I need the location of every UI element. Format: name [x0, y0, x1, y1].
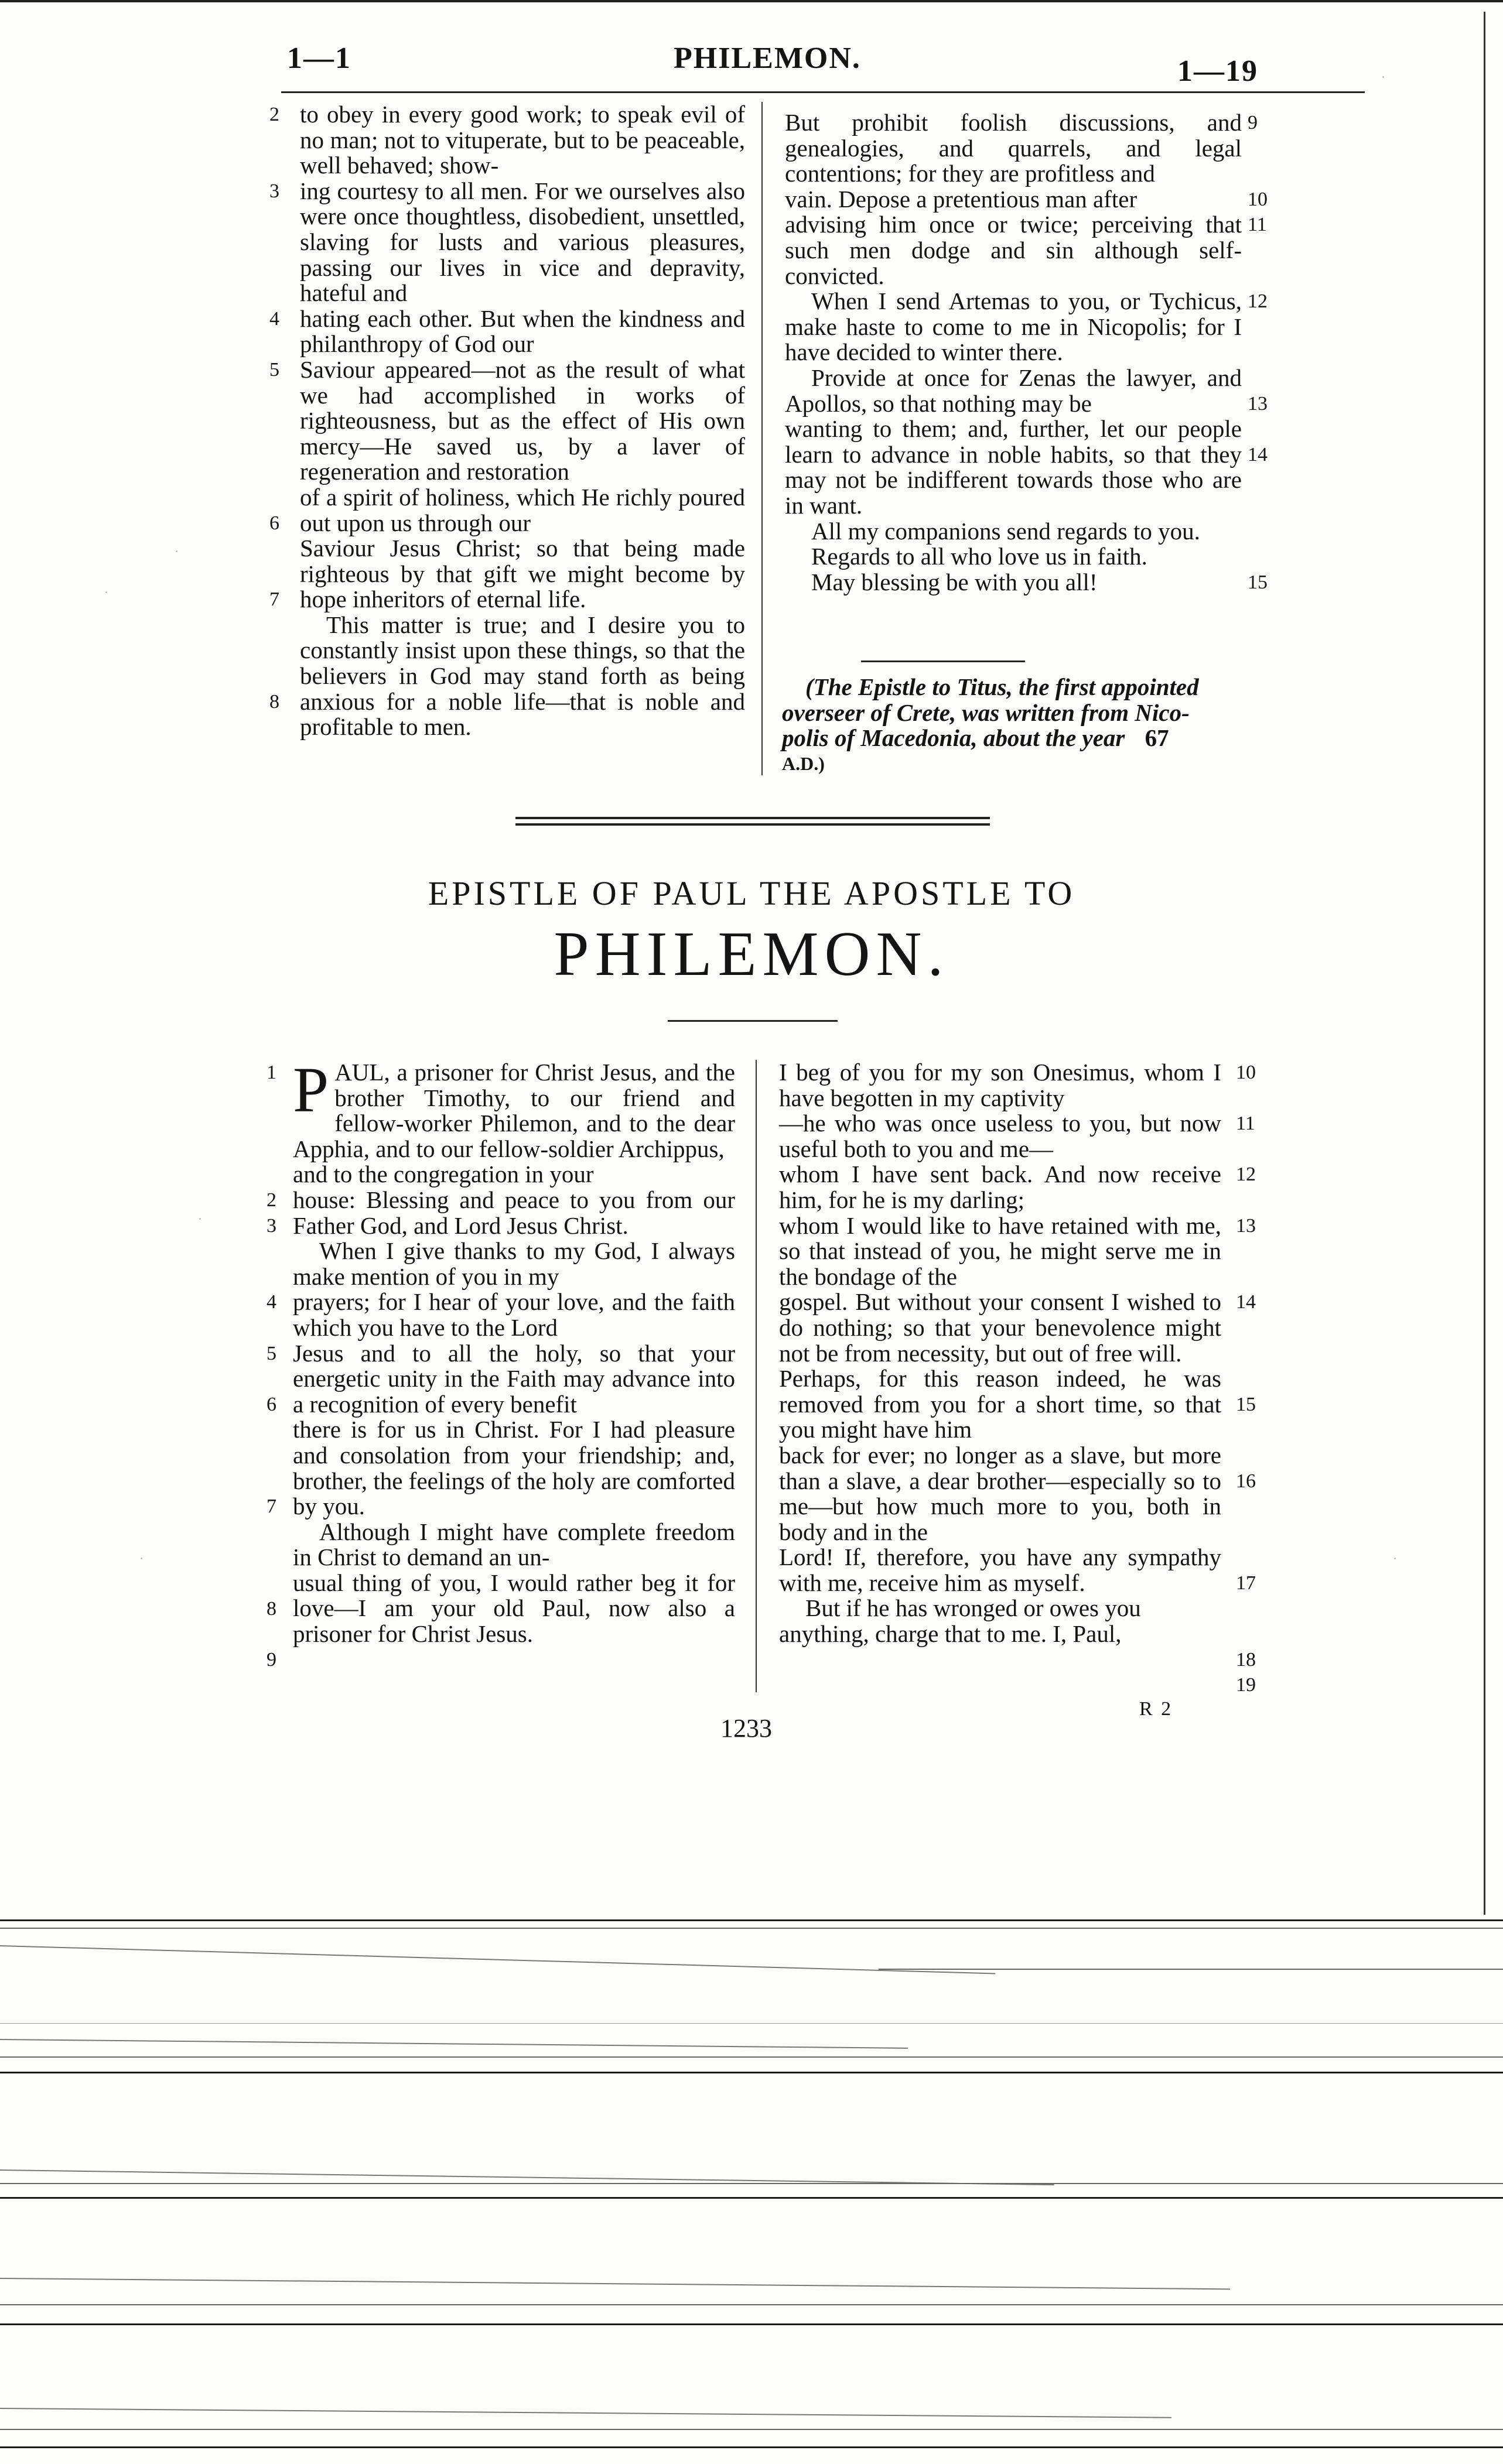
philemon-left-verse-3 [293, 1187, 735, 1238]
philemon-right-verse-numbers [1236, 1060, 1277, 1704]
titus-left-verse-2 [300, 102, 745, 179]
titus-left-verse-7 [300, 536, 745, 612]
verse-text: whom I have sent back. And now receive him, for he is my darling; [779, 1161, 1221, 1213]
verse-text: back for ever; no longer as a slave, but more than a slave, a dear brother—especially so to me—but how much more to you, both in body and in the [779, 1441, 1221, 1545]
verse-number: 4 [269, 307, 279, 330]
philemon-right-verse-16 [779, 1443, 1221, 1545]
section-divider-top [515, 817, 990, 819]
verse-text: there is for us in Christ. For I had pleasure and consolation from your friendship; and, brother, the feelings of the holy are comforted by you. [293, 1416, 735, 1520]
verse-text: All my companions send regards to you. [811, 517, 1200, 545]
verse-number: 6 [269, 512, 279, 534]
philemon-right-column [779, 1060, 1221, 1647]
verse-number: 2 [267, 1189, 276, 1211]
verse-text: of a spirit of holiness, which He richly poured out upon us through our [300, 483, 745, 536]
verse-text: I beg of you for my son Onesimus, whom I have begotten in my captivity [779, 1059, 1221, 1111]
scan-edge-line-1 [0, 1919, 1503, 1921]
running-head-title: PHILEMON. [674, 42, 861, 75]
titus-right-column [785, 110, 1242, 595]
titus-right-verse-10 [785, 187, 1242, 213]
verse-number: 11 [1236, 1113, 1255, 1135]
philemon-left-verse-2 [293, 1162, 735, 1187]
verse-number: 3 [267, 1214, 276, 1237]
philemon-right-verse-11 [779, 1111, 1221, 1162]
verse-number: 8 [269, 690, 279, 713]
titus-right-verse-numbers [1248, 110, 1289, 649]
verse-number: 12 [1248, 290, 1268, 313]
philemon-right-verse-19 [779, 1621, 1221, 1647]
verse-text: Saviour Jesus Christ; so that being made righteous by that gift we might become by hope inheritors of eternal life. [300, 535, 745, 613]
philemon-right-verse-17 [779, 1545, 1221, 1596]
philemon-left-verse-5 [293, 1289, 735, 1340]
titus-right-verse-13 [785, 365, 1242, 416]
top-border-line [0, 0, 1503, 2]
scan-edge-line-3 [879, 1969, 1503, 1970]
verse-text: whom I would like to have retained with me, so that instead of you, he might serve me in the bondage of the [779, 1212, 1221, 1290]
titus-left-column [300, 102, 745, 740]
scan-speck [199, 1218, 201, 1220]
titus-right-verse-15 [785, 519, 1242, 545]
titus-right-verse-12 [785, 289, 1242, 365]
page-number: 1233 [720, 1714, 772, 1743]
verse-text: and to the congregation in your [293, 1161, 594, 1188]
verse-number: 4 [267, 1291, 276, 1313]
verse-number: 3 [269, 180, 279, 202]
scan-edge-line-7 [0, 2197, 1503, 2199]
running-head-left: 1—1 [287, 42, 351, 75]
header-rule [281, 91, 1365, 93]
titus-left-verse-6 [300, 485, 745, 536]
philemon-left-verse-6 [293, 1341, 735, 1418]
titus-left-verse-8 [300, 612, 745, 740]
column-divider-bottom [756, 1060, 757, 1692]
verse-number: 9 [1248, 112, 1258, 134]
verse-text: gospel. But without your consent I wished to do nothing; so that your benevolence might not be from necessity, but out of free will. [779, 1288, 1221, 1367]
signature-mark: R 2 [1139, 1698, 1173, 1720]
titus-right-verse-9 [785, 110, 1242, 187]
verse-text: Saviour appeared—not as the result of what we had accomplished in works of righteousness, but as the effect of His own mercy—He saved us, by a laver of regeneration and restoration [300, 355, 745, 485]
scan-edge-line-6 [0, 2183, 1503, 2184]
scan-speck [141, 1558, 142, 1559]
verse-text: Regards to all who love us in faith. [811, 543, 1147, 570]
verse-text: When I send Artemas to you, or Tychicus, make haste to come to me in Nicopolis; for I have decided to winter there. [785, 288, 1242, 366]
philemon-left-verse-4 [293, 1238, 735, 1289]
verse-number: 16 [1236, 1470, 1256, 1492]
verse-text: house: Blessing and peace to you from our Father God, and Lord Jesus Christ. [293, 1186, 735, 1239]
closing-line-3 [782, 725, 1268, 751]
verse-number: 13 [1236, 1214, 1256, 1237]
verse-number: 5 [269, 359, 279, 381]
verse-text: Jesus and to all the holy, so that your energetic unity in the Faith may advance into a recognition of every benefit [293, 1339, 735, 1418]
scan-speck [105, 591, 107, 593]
philemon-left-column [293, 1054, 735, 1648]
verse-text: May blessing be with you all! [811, 568, 1098, 596]
scan-edge-line-11 [0, 2446, 1503, 2448]
verse-number: 14 [1248, 443, 1268, 466]
philemon-left-verse-8 [293, 1520, 735, 1570]
closing-line-4: A.D.) [782, 752, 825, 774]
verse-text: anything, charge that to me. I, Paul, [779, 1620, 1122, 1648]
section-divider-bottom [515, 823, 990, 826]
scan-edge-line-9 [0, 2323, 1503, 2325]
verse-text: AUL, a prisoner for Christ Jesus, and the brother Timothy, to our friend and fellow-worker Philemon, and to the dear Apphia, and to our fellow-soldier Archippus, [293, 1059, 735, 1162]
title-underline [668, 1020, 838, 1022]
philemon-right-verse-15 [779, 1366, 1221, 1443]
verse-text: advising him once or twice; perceiving that such men dodge and sin although self-convicted. [785, 211, 1242, 289]
closing-rule [861, 661, 1025, 662]
epistle-title-line: EPISTLE OF PAUL THE APOSTLE TO [428, 874, 1075, 912]
verse-number: 15 [1236, 1393, 1256, 1415]
verse-text: —he who was once useless to you, but now useful both to you and me— [779, 1110, 1221, 1162]
scan-speck [176, 550, 177, 552]
scan-edge-line-5 [0, 2072, 1503, 2073]
epistle-title-name: PHILEMON. [554, 919, 949, 989]
verse-text: When I give thanks to my God, I always make mention of you in my [293, 1237, 735, 1290]
scan-speck [1394, 1558, 1396, 1559]
verse-number: 2 [269, 104, 279, 125]
scan-faint-line-1 [0, 2023, 1503, 2024]
scan-edge-line-8 [0, 2304, 1503, 2305]
verse-text: This matter is true; and I desire you to constantly insist upon these things, so that the believers in God may stand forth as being anxious for a noble life—that is noble and profitable to men. [300, 611, 745, 741]
verse-number: 5 [267, 1342, 276, 1364]
closing-line-2: overseer of Crete, was written from Nico- [782, 699, 1190, 726]
drop-cap: P [293, 1054, 329, 1125]
titus-left-verse-numbers [269, 102, 305, 781]
verse-number: 7 [267, 1495, 276, 1518]
verse-number: 7 [269, 588, 279, 611]
philemon-right-verse-18 [779, 1596, 1221, 1621]
running-head-right: 1—19 [1177, 54, 1258, 88]
titus-right-verse-11 [785, 212, 1242, 289]
philemon-right-verse-13 [779, 1213, 1221, 1290]
column-divider-top [761, 102, 763, 775]
verse-number: 11 [1248, 214, 1267, 236]
philemon-right-verse-12 [779, 1162, 1221, 1213]
verse-number: 14 [1236, 1291, 1256, 1313]
titus-closing-note [782, 675, 1268, 776]
closing-year: 67 [1145, 724, 1169, 752]
verse-text: Lord! If, therefore, you have any sympathy with me, receive him as myself. [779, 1544, 1221, 1596]
verse-text: Although I might have complete freedom in Christ to demand an un- [293, 1518, 735, 1571]
verse-text: hating each other. But when the kindness and philanthropy of God our [300, 304, 745, 358]
philemon-right-verse-10 [779, 1060, 1221, 1111]
scan-edge-line-2 [0, 1928, 1503, 1929]
verse-number: 9 [267, 1648, 276, 1671]
verse-text: ing courtesy to all men. For we ourselves also were once thoughtless, disobedient, unsettled, slaving for lusts and various pleasures, passing our lives in vice and depravity, hateful and [300, 177, 745, 307]
scan-speck [1382, 76, 1384, 78]
verse-number: 1 [267, 1062, 276, 1083]
verse-text: Perhaps, for this reason indeed, he was removed from you for a short time, so that you might have him [779, 1365, 1221, 1443]
verse-number: 12 [1236, 1163, 1256, 1186]
scan-edge-line-4 [0, 2056, 1503, 2058]
scan-edge-line-10 [0, 2429, 1503, 2430]
verse-text: to obey in every good work; to speak evil of no man; not to vituperate, but to be peaceable, well behaved; show- [300, 101, 745, 179]
scan-streak-5 [0, 2408, 1171, 2418]
titus-right-verse-14 [785, 416, 1242, 518]
philemon-left-verse-9 [293, 1570, 735, 1647]
philemon-right-verse-14 [779, 1289, 1221, 1366]
verse-number: 6 [267, 1393, 276, 1415]
verse-text: But if he has wronged or owes you [805, 1594, 1141, 1622]
verse-text: usual thing of you, I would rather beg it for love—I am your old Paul, now also a prisoner for Christ Jesus. [293, 1569, 735, 1648]
scan-streak-1 [0, 1945, 995, 1974]
scan-streak-4 [0, 2278, 1230, 2290]
verse-text: Provide at once for Zenas the lawyer, and Apollos, so that nothing may be [785, 364, 1242, 417]
titus-left-verse-5 [300, 357, 745, 485]
verse-text: wanting to them; and, further, let our people learn to advance in noble habits, so that they may not be indifferent towards those who are in want. [785, 415, 1242, 519]
titus-right-verse-extra-8 [785, 570, 1242, 596]
philemon-left-verse-1 [293, 1054, 735, 1162]
scan-streak-2 [0, 2039, 908, 2049]
verse-number: 13 [1248, 392, 1268, 415]
verse-number: 10 [1236, 1062, 1256, 1083]
closing-line-3-text: polis of Macedonia, about the year [782, 724, 1125, 752]
verse-number: 8 [267, 1597, 276, 1620]
titus-left-verse-3 [300, 179, 745, 306]
titus-right-verse-extra-7 [785, 544, 1242, 570]
verse-text: vain. Depose a pretentious man after [785, 185, 1138, 213]
closing-line-1: (The Epistle to Titus, the first appointed [805, 673, 1199, 700]
verse-number: 10 [1248, 188, 1268, 210]
philemon-left-verse-7 [293, 1417, 735, 1519]
verse-text: prayers; for I hear of your love, and the faith which you have to the Lord [293, 1288, 735, 1341]
verse-number: 15 [1248, 571, 1268, 593]
verse-number: 18 [1236, 1648, 1256, 1671]
verse-number: 19 [1236, 1674, 1256, 1696]
titus-left-verse-4 [300, 306, 745, 357]
verse-text: But prohibit foolish discussions, and genealogies, and quarrels, and legal contentions; for they are profitless and [785, 109, 1242, 187]
verse-number: 17 [1236, 1572, 1256, 1594]
